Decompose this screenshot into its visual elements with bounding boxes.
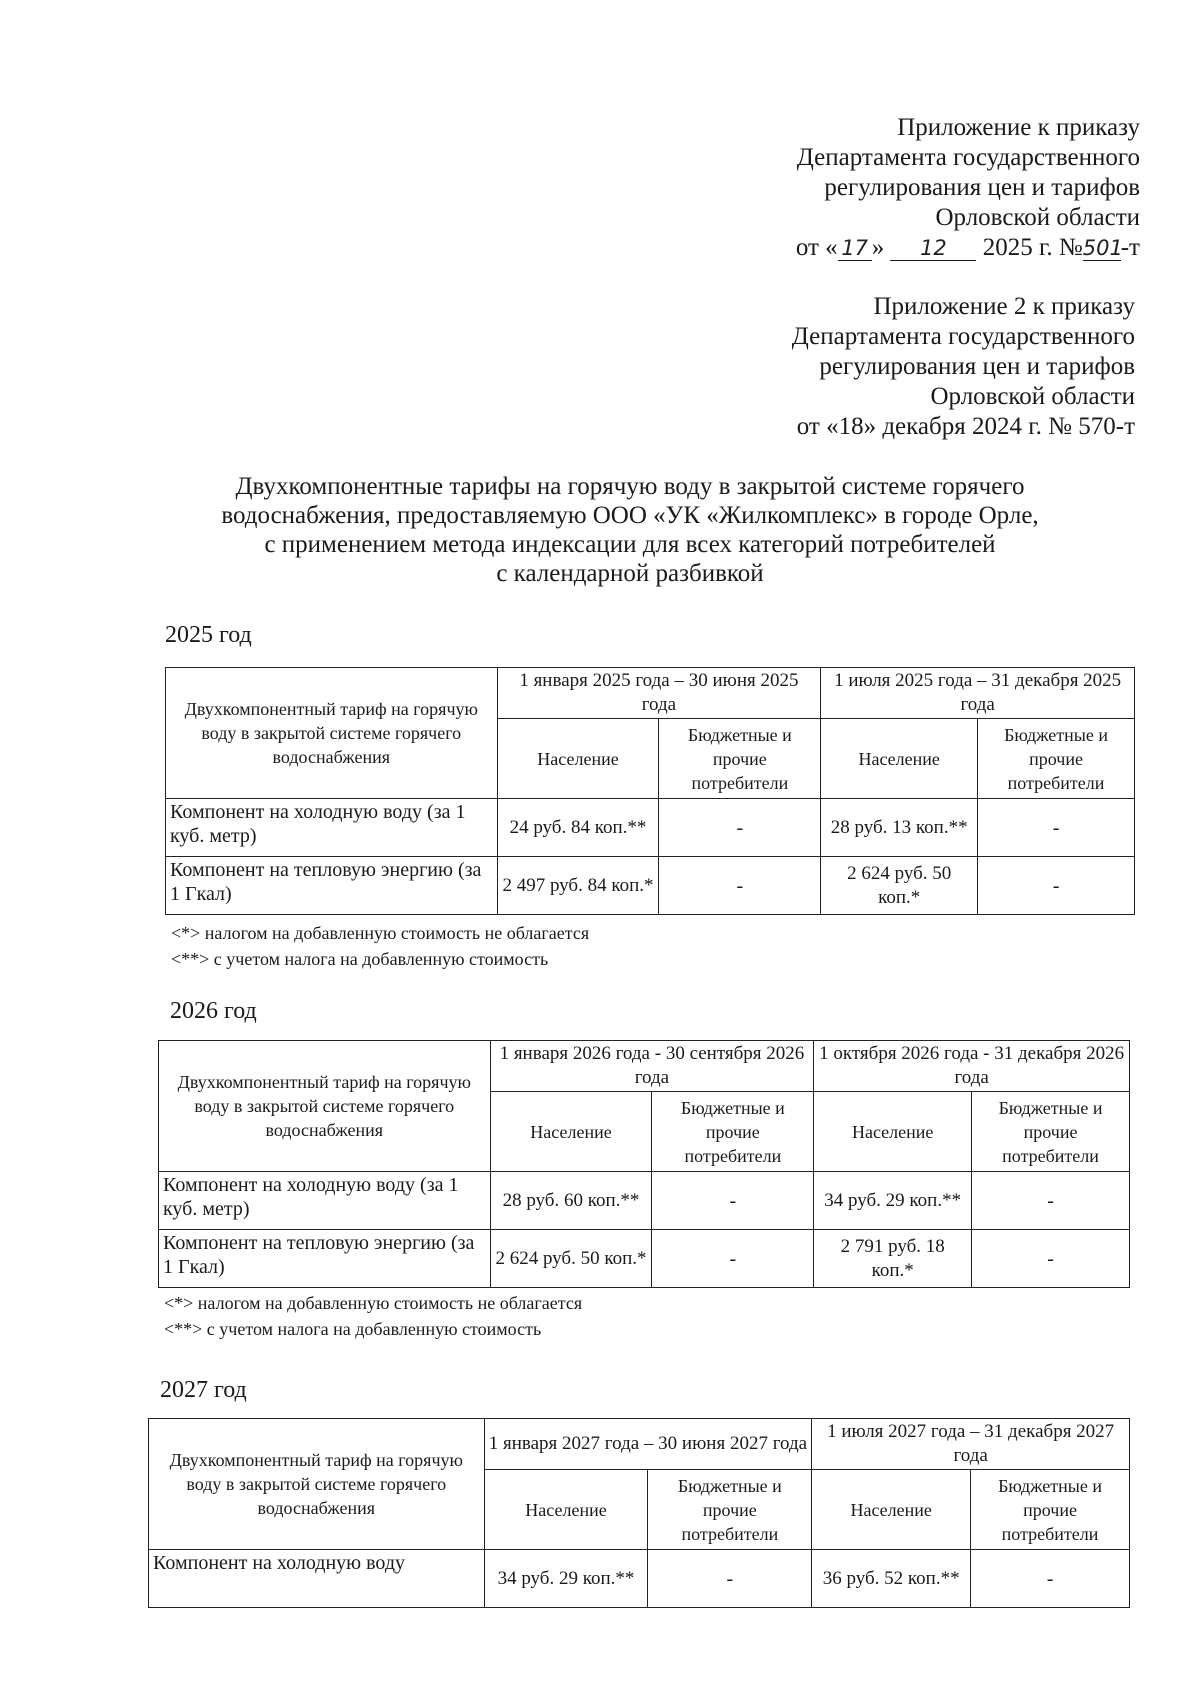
value-cell: - [971,1550,1130,1608]
header-population: Население [812,1470,971,1550]
appendix-header-original [792,292,1135,442]
footnote-vat-exempt: <*> налогом на добавленную стоимость не облагается [164,1293,583,1313]
appendix-line: регулирования цен и тарифов [824,174,1140,201]
header-population: Население [821,719,978,799]
table-header-row [166,668,1135,719]
appendix-line: Департамента государственного [796,144,1140,171]
value-cell: 2 624 руб. 50 коп.* [821,857,978,915]
value-cell: 36 руб. 52 коп.** [812,1550,971,1608]
appendix-line: от «18» декабря 2024 г. № 570-т [796,413,1135,440]
appendix-line: Приложение 2 к приказу [873,293,1135,320]
value-cell: 34 руб. 29 коп.** [814,1172,972,1230]
title-line: с календарной разбивкой [496,560,764,587]
header-tariff-cell: Двухкомпонентный тариф на горячую воду в закрытой системе горячего водоснабжения [149,1419,485,1550]
header-period-1: 1 января 2026 года - 30 сентября 2026 года [490,1041,814,1092]
handwritten-day: 17 [838,236,872,261]
appendix-line: Орловской области [935,204,1140,231]
appendix-line: Департамента государственного [791,323,1135,350]
year-heading: 2026 год [170,998,257,1024]
order-number-suffix: -т [1120,234,1140,261]
footnote-vat-exempt: <*> налогом на добавленную стоимость не облагается [171,923,590,943]
table-row [159,1172,1130,1230]
component-cell: Компонент на холодную воду (за 1 куб. метр) [159,1172,491,1230]
component-cell: Компонент на тепловую энергию (за 1 Гкал) [159,1230,491,1288]
component-cell: Компонент на тепловую энергию (за 1 Гкал) [166,857,498,915]
value-cell: - [648,1550,812,1608]
value-cell: 2 624 руб. 50 коп.* [490,1230,652,1288]
handwritten-order-number: 501 [1082,236,1123,260]
table-row [166,799,1135,857]
header-budget: Бюджетные и прочие потребители [971,1470,1130,1550]
table-header-row [159,1041,1130,1092]
footnote-vat-included: <**> с учетом налога на добавленную стоимость [171,949,549,969]
header-period-2: 1 июля 2025 года – 31 декабря 2025 года [821,668,1135,719]
date-year: 2025 г. № [982,234,1083,261]
header-population: Население [814,1092,972,1172]
header-population: Население [497,719,659,799]
value-cell: 28 руб. 13 коп.** [821,799,978,857]
value-cell: 2 497 руб. 84 коп.* [497,857,659,915]
tariff-table-2026 [158,1040,1130,1288]
footnote-vat-included: <**> с учетом налога на добавленную стоимость [164,1319,542,1339]
value-cell: 28 руб. 60 коп.** [490,1172,652,1230]
year-heading: 2025 год [165,622,252,648]
table-row [159,1230,1130,1288]
header-population: Население [484,1470,648,1550]
header-period-2: 1 июля 2027 года – 31 декабря 2027 года [812,1419,1130,1470]
value-cell: - [972,1230,1130,1288]
component-cell: Компонент на холодную воду [149,1550,485,1608]
year-heading: 2027 год [160,1377,247,1403]
title-line: с применением метода индексации для всех категорий потребителей [264,531,996,558]
tariff-table-2027 [148,1418,1130,1608]
header-budget: Бюджетные и прочие потребители [972,1092,1130,1172]
title-line: водоснабжения, предоставляемую ООО «УК «Жилкомплекс» в городе Орле, [221,502,1039,529]
date-prefix: от « [795,234,838,261]
header-budget: Бюджетные и прочие потребители [652,1092,814,1172]
table-row [166,857,1135,915]
header-period-1: 1 января 2025 года – 30 июня 2025 года [497,668,821,719]
header-period-2: 1 октября 2026 года - 31 декабря 2026 года [814,1041,1130,1092]
tariff-table-2025 [165,667,1135,915]
document-title [150,472,1110,588]
header-budget: Бюджетные и прочие потребители [659,719,821,799]
value-cell: - [659,799,821,857]
value-cell: - [659,857,821,915]
appendix-line: Приложение к приказу [897,114,1140,141]
header-tariff-cell: Двухкомпонентный тариф на горячую воду в закрытой системе горячего водоснабжения [159,1041,491,1172]
value-cell: 2 791 руб. 18 коп.* [814,1230,972,1288]
header-period-1: 1 января 2027 года – 30 июня 2027 года [484,1419,812,1470]
date-mid: » [871,234,885,261]
value-cell: 34 руб. 29 коп.** [484,1550,648,1608]
value-cell: - [652,1172,814,1230]
handwritten-month: 12 [890,236,976,261]
value-cell: - [978,799,1135,857]
header-budget: Бюджетные и прочие потребители [978,719,1135,799]
header-tariff-cell: Двухкомпонентный тариф на горячую воду в закрытой системе горячего водоснабжения [166,668,498,799]
title-line: Двухкомпонентные тарифы на горячую воду в закрытой системе горячего [235,473,1025,500]
appendix-line: Орловской области [930,383,1135,410]
header-budget: Бюджетные и прочие потребители [648,1470,812,1550]
appendix-line: регулирования цен и тарифов [819,353,1135,380]
value-cell: - [972,1172,1130,1230]
value-cell: 24 руб. 84 коп.** [497,799,659,857]
table-row [149,1550,1130,1608]
component-cell: Компонент на холодную воду (за 1 куб. метр) [166,799,498,857]
value-cell: - [652,1230,814,1288]
appendix-header-current [796,113,1140,263]
value-cell: - [978,857,1135,915]
header-population: Население [490,1092,652,1172]
appendix-date-line [796,233,1140,263]
table-header-row [149,1419,1130,1470]
